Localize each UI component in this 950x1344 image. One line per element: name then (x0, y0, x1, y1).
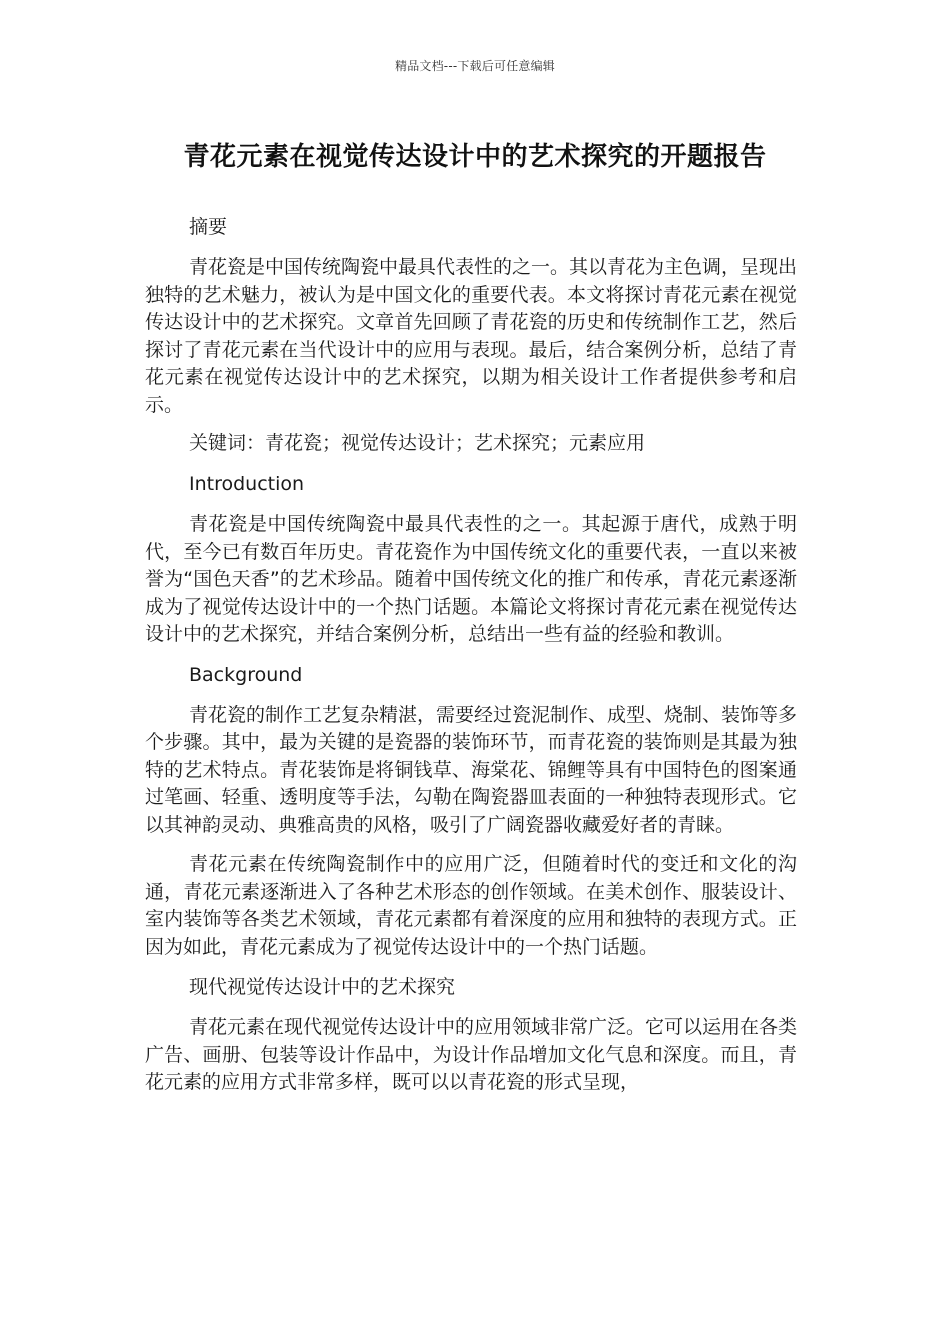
paragraph-modern-design: 青花元素在现代视觉传达设计中的应用领域非常广泛。它可以运用在各类广告、画册、包装等设计作品中，为设计作品增加文化气息和深度。而且，青花元素的应用方式非常多样，既可以以青花瓷的形式呈现， (145, 1016, 798, 1093)
section-heading-introduction: Introduction (189, 473, 305, 495)
paragraph-abstract: 青花瓷是中国传统陶瓷中最具代表性的之一。其以青花为主色调，呈现出独特的艺术魅力，被认为是中国文化的重要代表。本文将探讨青花元素在视觉传达设计中的艺术探究。文章首先回顾了青花瓷的历史和传统制作工艺，然后探讨了青花元素在当代设计中的应用与表现。最后，结合案例分析，总结了青花元素在视觉传达设计中的艺术探究，以期为相关设计工作者提供参考和启示。 (145, 256, 798, 416)
section-heading-abstract: 摘要 (189, 216, 228, 238)
section-heading-background: Background (189, 663, 303, 686)
document-body (145, 213, 797, 1107)
header-note: 精品文档---下载后可任意编辑 (395, 59, 555, 73)
keywords-line: 关键词：青花瓷；视觉传达设计；艺术探究；元素应用 (189, 432, 646, 454)
document-title: 青花元素在视觉传达设计中的艺术探究的开题报告 (183, 142, 767, 172)
section-heading-modern-design: 现代视觉传达设计中的艺术探究 (189, 976, 456, 998)
paragraph-background-2: 青花元素在传统陶瓷制作中的应用广泛，但随着时代的变迁和文化的沟通，青花元素逐渐进入了各种艺术形态的创作领域。在美术创作、服装设计、室内装饰等各类艺术领域，青花元素都有着深度的应用和独特的表现方式。正因为如此，青花元素成为了视觉传达设计中的一个热门话题。 (145, 853, 797, 958)
paragraph-background-1: 青花瓷的制作工艺复杂精湛，需要经过瓷泥制作、成型、烧制、装饰等多个步骤。其中，最为关键的是瓷器的装饰环节，而青花瓷的装饰则是其最为独特的艺术特点。青花装饰是将铜钱草、海棠花、锦鲤等具有中国特色的图案通过笔画、轻重、透明度等手法，勾勒在陶瓷器皿表面的一种独特表现形式。它以其神韵灵动、典雅高贵的风格，吸引了广阔瓷器收藏爱好者的青睐。 (145, 703, 798, 836)
paragraph-introduction: 青花瓷是中国传统陶瓷中最具代表性的之一。其起源于唐代，成熟于明代，至今已有数百年历史。青花瓷作为中国传统文化的重要代表，一直以来被誉为“国色天香”的艺术珍品。随着中国传统文化的推广和传承，青花元素逐渐成为了视觉传达设计中的一个热门话题。本篇论文将探讨青花元素在视觉传达设计中的艺术探究，并结合案例分析，总结出一些有益的经验和教训。 (145, 513, 797, 645)
